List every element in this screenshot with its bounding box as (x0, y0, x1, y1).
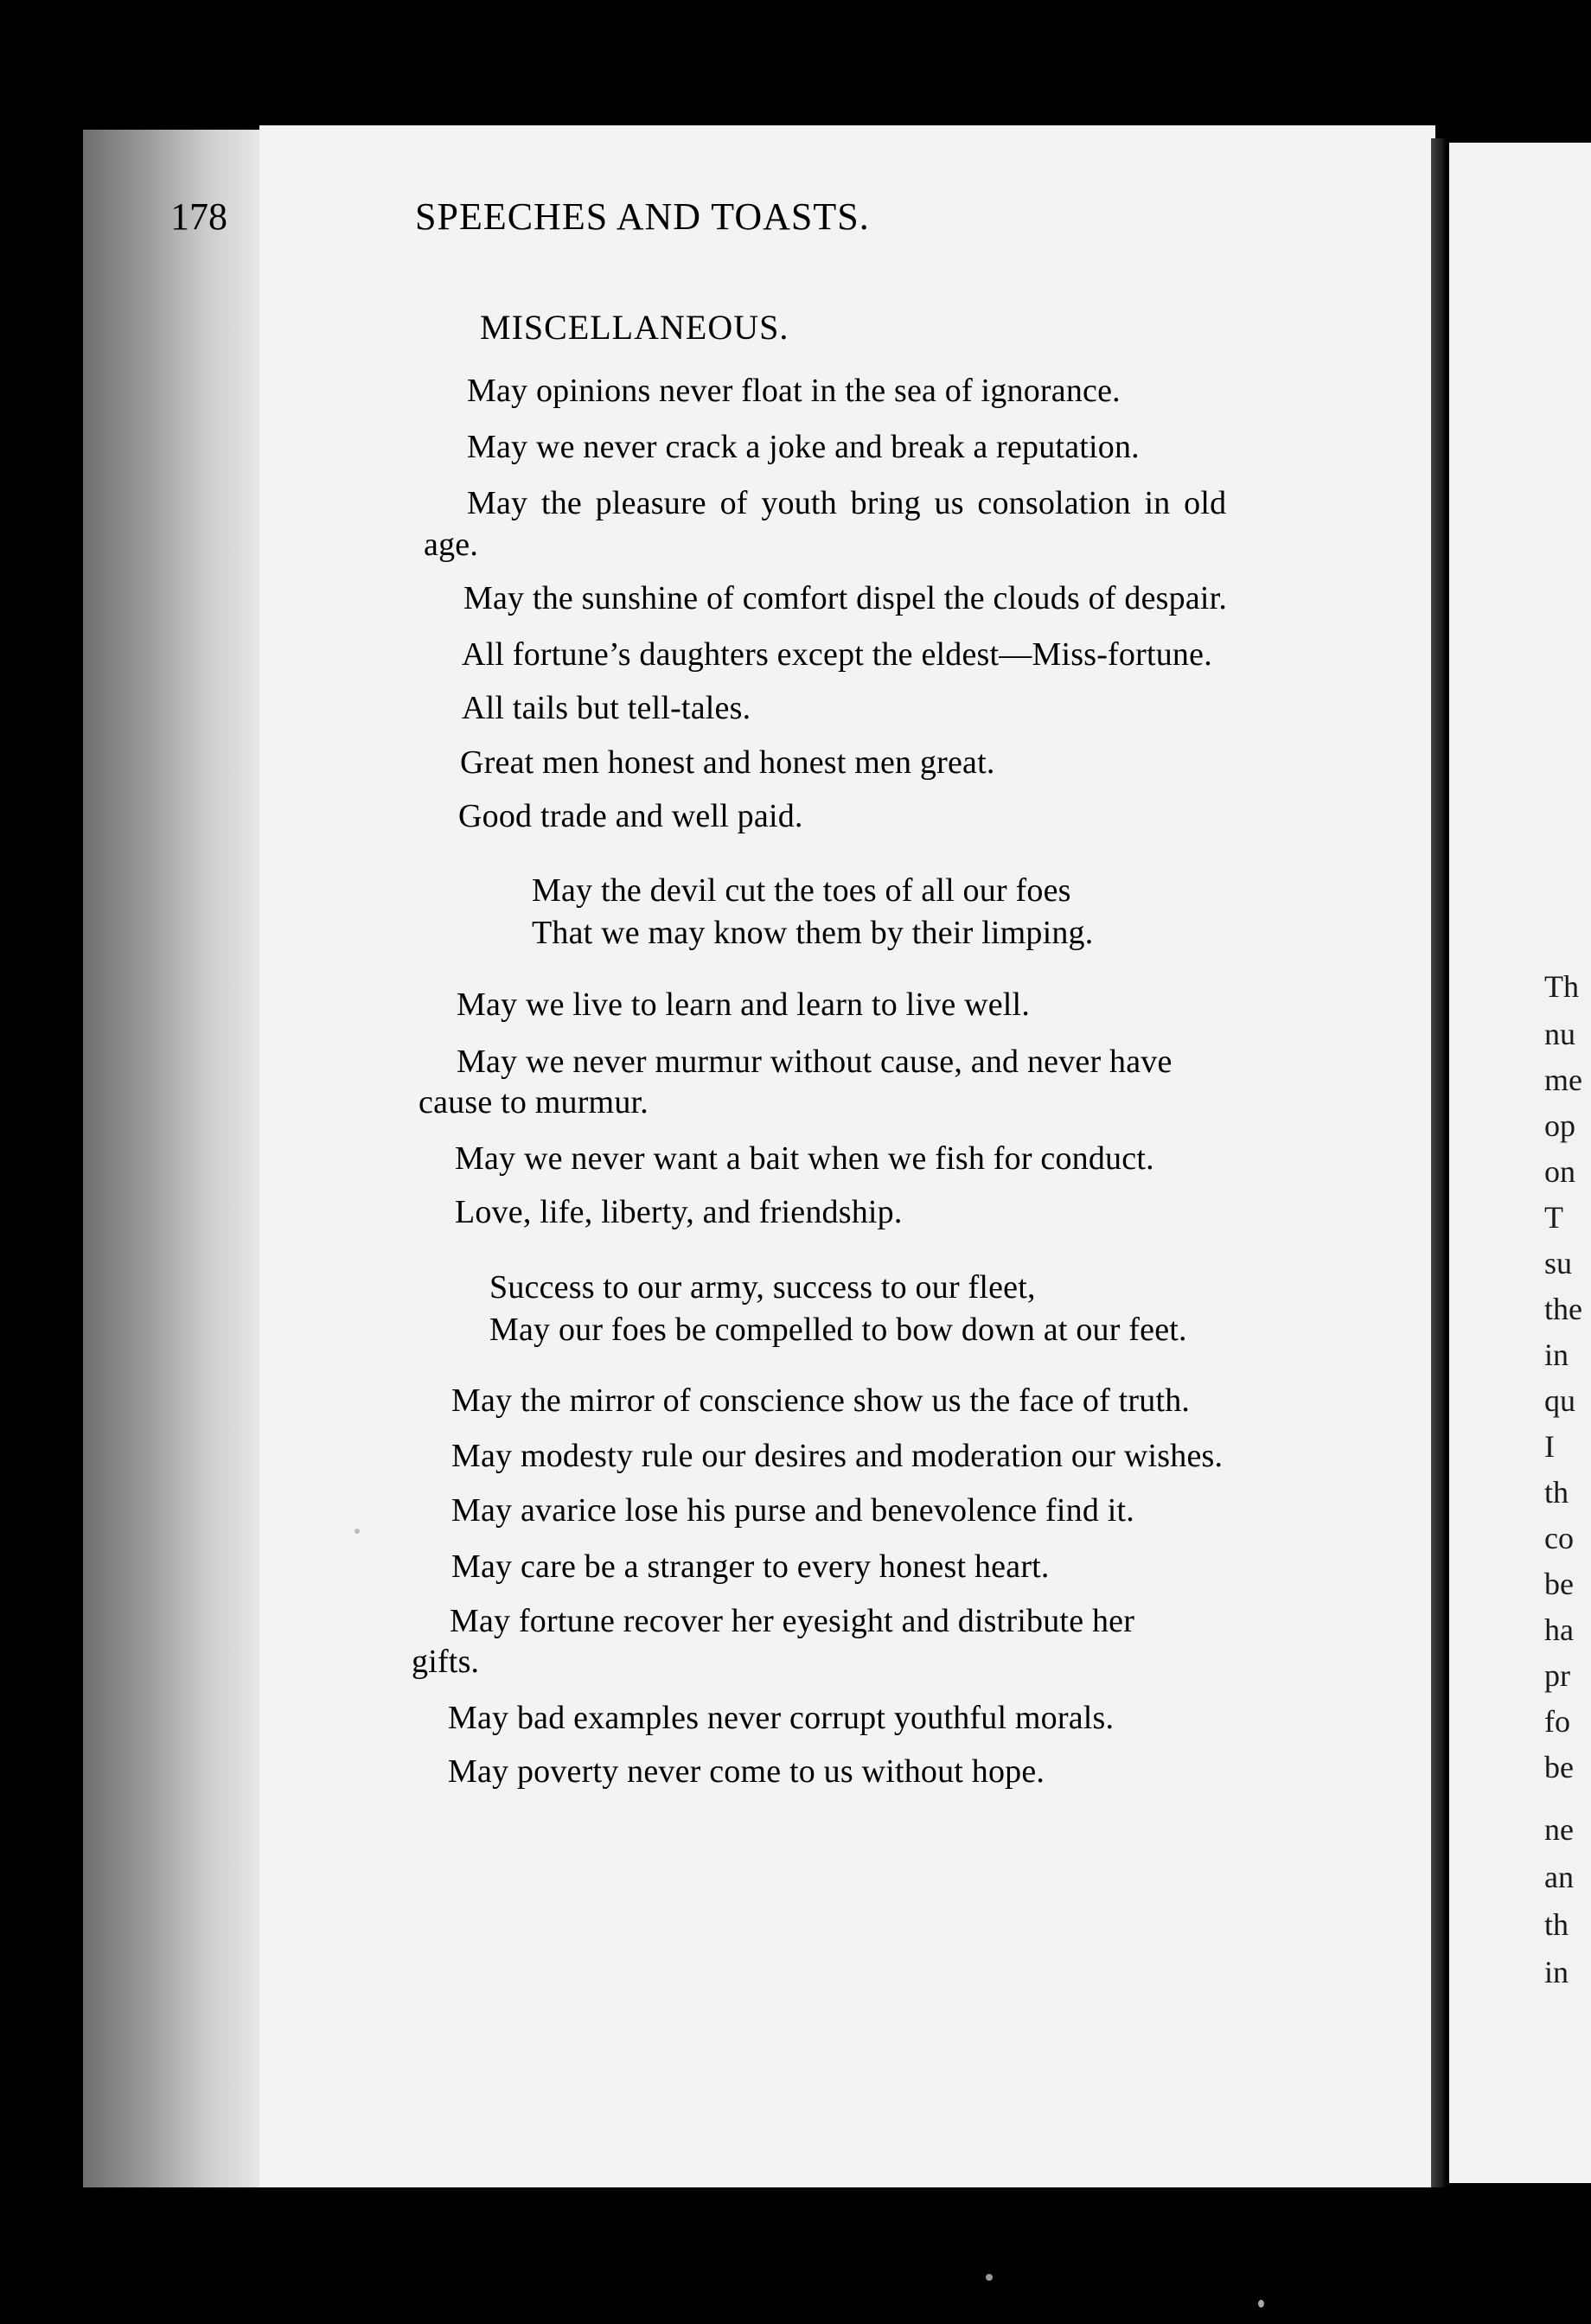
toast-line: May care be a stranger to every honest heart. (451, 1548, 1050, 1585)
facing-page-fragment: I (1544, 1429, 1555, 1464)
toast-line: age. (424, 527, 479, 563)
toast-line: Good trade and well paid. (458, 798, 803, 834)
toast-line: May poverty never come to us without hope. (448, 1753, 1045, 1790)
facing-page-fragment: on (1544, 1154, 1575, 1189)
running-title: SPEECHES AND TOASTS. (415, 195, 870, 238)
facing-page-fragment: in (1544, 1338, 1569, 1372)
paper-speck (355, 1529, 360, 1534)
toast-line: May we never crack a joke and break a reputation. (467, 429, 1140, 465)
paper-speck (1258, 2300, 1264, 2308)
facing-page-fragment: th (1544, 1475, 1569, 1510)
facing-page-fragment: su (1544, 1246, 1573, 1280)
facing-page-fragment: in (1544, 1955, 1569, 1989)
facing-page-fragment: op (1544, 1108, 1575, 1143)
toast-line: May we live to learn and learn to live well. (457, 986, 1031, 1023)
toast-line: May fortune recover her eyesight and distribute her (450, 1603, 1135, 1639)
facing-page-fragment: be (1544, 1750, 1574, 1784)
facing-page-fragment: ne (1544, 1812, 1574, 1847)
toast-line: gifts. (412, 1644, 480, 1680)
toast-line: May opinions never float in the sea of ignorance. (467, 373, 1121, 409)
facing-page-fragment: be (1544, 1567, 1574, 1601)
page-header (0, 195, 1591, 246)
toast-line: May bad examples never corrupt youthful morals. (448, 1700, 1115, 1736)
page-number: 178 (170, 195, 227, 238)
book-gutter (1431, 138, 1447, 2187)
verse-line: That we may know them by their limping. (532, 915, 1094, 951)
toast-line: May we never murmur without cause, and never have (457, 1044, 1172, 1080)
verse-line: Success to our army, success to our fleet, (489, 1269, 1036, 1306)
verse-line: May our foes be compelled to bow down at our feet. (489, 1312, 1187, 1348)
facing-page-fragment: T (1544, 1200, 1563, 1235)
verse-line: May the devil cut the toes of all our foes (532, 872, 1071, 909)
facing-page-edge (1449, 143, 1591, 2183)
toast-line: May the mirror of conscience show us the face of truth. (451, 1382, 1191, 1419)
toast-line: May the pleasure of youth bring us consolation in old (467, 485, 1227, 521)
facing-page-fragment: the (1544, 1292, 1582, 1326)
facing-page-fragment: nu (1544, 1017, 1575, 1051)
facing-page-fragment: me (1544, 1063, 1582, 1097)
facing-page-fragment: qu (1544, 1383, 1575, 1418)
facing-page-fragment: th (1544, 1907, 1569, 1942)
toast-line: All fortune’s daughters except the eldest—Miss-fortune. (462, 636, 1212, 673)
facing-page-fragment: Th (1544, 969, 1579, 1004)
facing-page-fragment: an (1544, 1860, 1574, 1894)
facing-page-fragment: fo (1544, 1704, 1570, 1739)
toast-line: May avarice lose his purse and benevolence find it. (451, 1492, 1134, 1529)
facing-page-fragment: co (1544, 1521, 1574, 1555)
toast-line: cause to murmur. (419, 1084, 649, 1120)
section-heading: MISCELLANEOUS. (480, 308, 789, 347)
toast-line: Great men honest and honest men great. (460, 744, 995, 781)
page-edge-stack (83, 130, 265, 2187)
toast-line: May the sunshine of comfort dispel the clouds of despair. (463, 580, 1228, 616)
toast-line: May we never want a bait when we fish for conduct. (455, 1140, 1154, 1177)
paper-speck (986, 2274, 993, 2281)
toast-line: All tails but tell-tales. (462, 690, 751, 726)
facing-page-fragment: ha (1544, 1612, 1574, 1647)
toast-line: May modesty rule our desires and moderation our wishes. (451, 1438, 1224, 1474)
toast-line: Love, life, liberty, and friendship. (455, 1194, 903, 1230)
facing-page-fragment: pr (1544, 1658, 1570, 1693)
